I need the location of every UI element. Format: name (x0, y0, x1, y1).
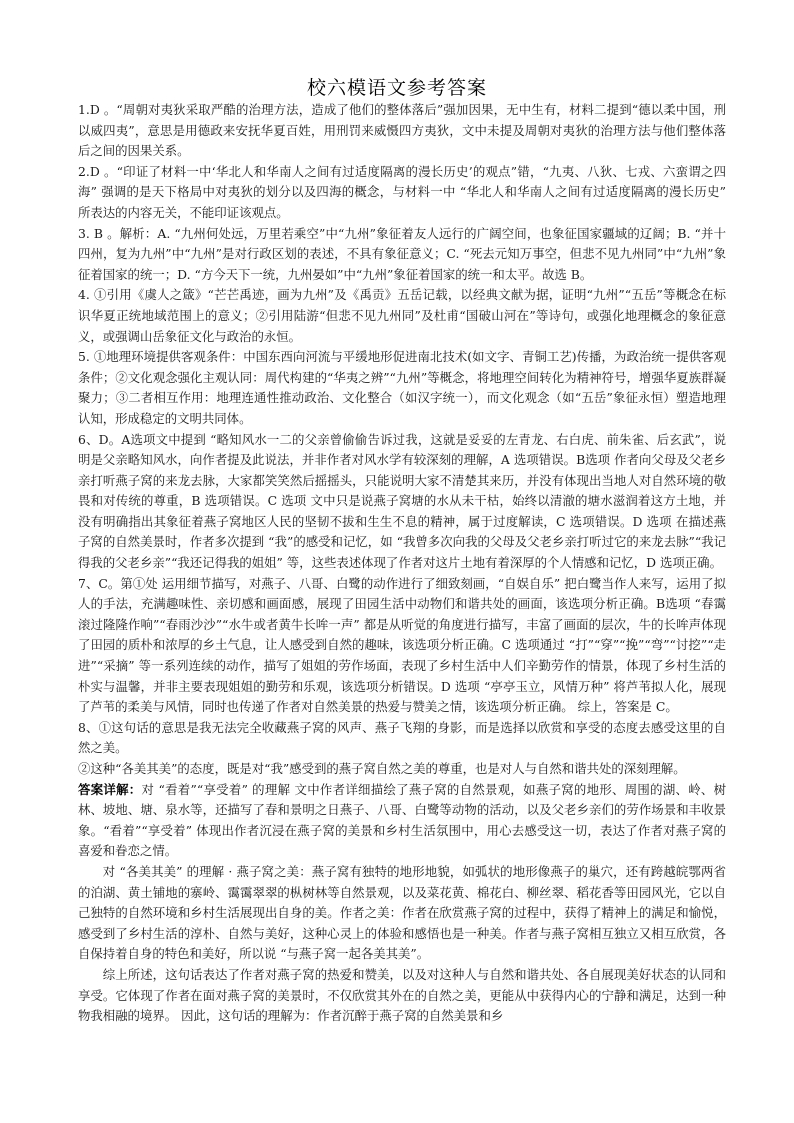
document-title: 校六模语文参考答案 (306, 77, 487, 99)
answer-4: 4. ①引用《虞人之箴》“芒芒禹迹，画为九州”及《禹贡》五岳记载，以经典文献为据，证明“九州”“五岳”等概念在标识华夏正统地域范围上的意义；②引用陆游“但悲不见九州同”及杜甫“国破山河在”等诗句，或强化地理概念的象征意义，或强调山岳象征文化与政治的永恒。 (78, 287, 726, 344)
explanation-label: 答案详解： (78, 781, 142, 797)
explanation-paragraph-1 (78, 780, 726, 862)
answer-body (78, 100, 726, 1027)
answer-3: 3. B 。解析：A. “九州何处远，万里若乘空”中“九州”象征着友人远行的广阔空间，也象征国家疆域的辽阔；B. “并十四州，复为九州”中“九州”是对行政区划的表述，不具有象征意义；C. “死去元知万事空，但悲不见九州同”中“九州”象征着国家的统一；D. “方今天下一统，九州晏如”中“九州”象征着国家的统一和太平。故选 B。 (78, 225, 726, 282)
answer-7: 7、C。第①处 运用细节描写，对燕子、八哥、白鹭的动作进行了细致刻画，“自娱自乐” 把白鹭当作人来写，运用了拟人的手法，充满趣味性、亲切感和画面感，展现了田园生活中动物们和谐共处的画面，该选项分析正确。B选项 “春霭滚过隆隆作响”“春雨沙沙”“水牛或者黄牛长哞一声” 都是从听觉的角度进行描写，丰富了画面的层次，牛的长哞声体现了田园的质朴和浓厚的乡土气息，让人感受到自然的趣味，该选项分析正确。C 选项通过 “打”“穿”“挽”“弯”“讨挖”“走进”“采摘” 等一系列连续的动作，描写了姐姐的劳作场面，表现了乡村生活中人们辛勤劳作的情景，体现了乡村生活的朴实与温馨，并非主要表现姐姐的勤劳和乐观，该选项分析错误。D 选项 “亭亭玉立，风情万种” 将芦苇拟人化，展现了芦苇的柔美与风情，同时也传递了作者对自然美景的热爱与赞美之情，该选项分析正确。 综上，答案是 C。 (78, 575, 726, 715)
explanation-paragraph-2: 对 “各美其美” 的理解 · 燕子窝之美：燕子窝有独特的地形地貌，如弧状的地形像燕子的巢穴，还有跨越皖鄂两省的泊湖、黄土铺地的寨岭、霭霭翠翠的枞树林等自然景观，以及菜花黄、棉花白、柳丝翠、稻花香等田园风光，它以自己独特的自然环境和乡村生活展现出自身的美。作者之美：作者在欣赏燕子窝的过程中，获得了精神上的满足和愉悦，感受到了乡村生活的淳朴、自然与美好，这种心灵上的体验和感悟也是一种美。作者与燕子窝相互独立又相互欣赏，各自保持着自身的特色和美好，所以说 “与燕子窝一起各美其美”。 (78, 863, 726, 962)
answer-2: 2.D 。“印证了材料一中‘华北人和华南人之间有过适度隔离的漫长历史’的观点”错，“九夷、八狄、七戎、六蛮谓之四海” 强调的是天下格局中对夷狄的划分以及四海的概念，与材料一中 “华北人和华南人之间有过适度隔离的漫长历史” 所表达的内容无关，不能印证该观点。 (78, 163, 726, 220)
explanation-text-1: 对 “看着”“享受着” 的理解 文中作者详细描绘了燕子窝的自然景观，如燕子窝的地形、周围的湖、岭、树林、坡地、塘、泉水等，还描写了春和景明之日燕子、八哥、白鹭等动物的活动，以及父老乡亲们的劳作场景和丰收景象。“看着”“享受着” 体现出作者沉浸在燕子窝的美景和乡村生活氛围中，用心去感受这一切，表达了作者对燕子窝的喜爱和眷恋之情。 (78, 781, 727, 859)
answer-1: 1.D 。“周朝对夷狄采取严酷的治理方法，造成了他们的整体落后”强加因果，无中生有，材料二提到“德以柔中国，刑以威四夷”，意思是用德政来安抚华夏百姓，用刑罚来威慑四方夷狄，文中未提及周朝对夷狄的治理方法与他们整体落后之间的因果关系。 (78, 102, 726, 159)
answer-5: 5. ①地理环境提供客观条件：中国东西向河流与平缓地形促进南北技术(如文字、青铜工艺)传播，为政治统一提供客观条件；②文化观念强化主观认同：周代构建的“华夷之辨”“九州”等概念，将地理空间转化为精神符号，增强华夏族群凝聚力；③二者相互作用：地理连通性推动政治、文化整合（如汉字统一），而文化观念（如“五岳”象征永恒）塑造地理认知，形成稳定的文明共同体。 (78, 349, 726, 426)
answer-8-part-2: ②这种“各美其美”的态度，既是对“我”感受到的燕子窝自然之美的尊重，也是对人与自然和谐共处的深刻理解。 (78, 761, 686, 776)
answer-8-part-1: 8、①这句话的意思是我无法完全收藏燕子窝的风声、燕子飞翔的身影，而是选择以欣赏和享受的态度去感受这里的自然之美。 (78, 719, 726, 756)
answer-6: 6、D。A选项文中提到 “略知风水一二的父亲曾偷偷告诉过我，这就是妥妥的左青龙、右白虎、前朱雀、后玄武”，说明是父亲略知风水，向作者提及此说法，并非作者对风水学有较深刻的理解，A 选项错误。B选项 作者向父母及父老乡亲打听燕子窝的来龙去脉，大家都笑笑然后摇摇头，只能说明大家不清楚其来历，并没有体现出当地人对自然环境的敬畏和对传统的尊重，B 选项错误。C 选项 文中只是说燕子窝塘的水从未干枯，始终以清澈的塘水滋润着这方土地，并没有明确指出其象征着燕子窝地区人民的坚韧不拔和生生不息的精神，属于过度解读，C 选项错误。D 选项 在描述燕子窝的自然美景时，作者多次提到 “我”的感受和记忆，如 “我曾多次向我的父母及父老乡亲打听过它的来龙去脉”“我记得我的父老乡亲”“我还记得我的姐姐” 等，这些表述体现了作者对这片土地有着深厚的个人情感和记忆，D 选项正确。 (78, 431, 726, 571)
explanation-paragraph-3: 综上所述，这句话表达了作者对燕子窝的热爱和赞美，以及对这种人与自然和谐共处、各自展现美好状态的认同和享受。它体现了作者在面对燕子窝的美景时，不仅欣赏其外在的自然之美，更能从中获得内心的宁静和满足，达到一种物我相融的境界。 因此，这句话的理解为：作者沉醉于燕子窝的自然美景和乡 (78, 966, 726, 1024)
